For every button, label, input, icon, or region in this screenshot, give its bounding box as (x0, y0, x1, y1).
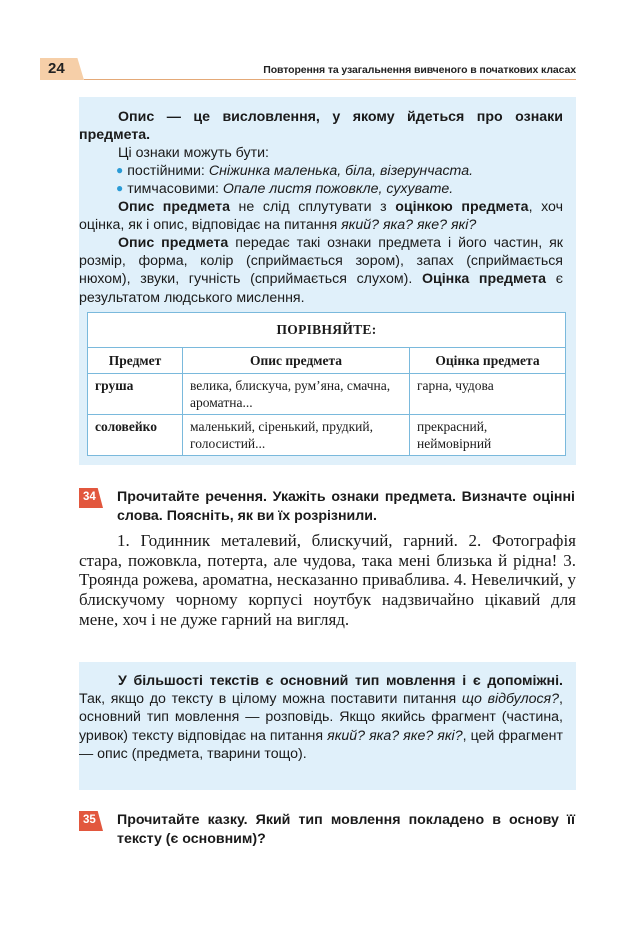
exercise-34-text: 1. Годинник металевий, блискучий, гарний. 2. Фотографія стара, пожовкла, потерта, але чудова, така мені близька й рідна! 3. Троянда рожева, ароматна, несказанно приваблива. 4. Невеличкий, у блискучому чорному корпусі ноутбук надзвичайно цікавий для мене, хоч і не дуже гарний на вигляд. (79, 531, 576, 629)
table-cell: груша (88, 374, 183, 415)
exercise-34-task: Прочитайте речення. Укажіть ознаки предмета. Визначте оцінні слова. Поясніть, як ви їх розрізнили. (117, 489, 575, 524)
table-cell: гарна, чудова (410, 374, 566, 415)
table-cell: прекрасний, неймовірний (410, 415, 566, 456)
description-features-paragraph: Опис предмета передає такі ознаки предмета і його частин, як розмір, форма, колір (сприймається зором), запах (сприймається нюхом), звуки, гучність (сприймається слухом). Оцінка предмета є результатом людського мислення. (79, 235, 563, 306)
bullet-icon: ● (116, 181, 124, 195)
compare-table (87, 312, 566, 456)
table-cell: велика, блискуча, рум’яна, смачна, ароматна... (183, 374, 410, 415)
table-cell: маленький, сіренький, прудкий, голосистий... (183, 415, 410, 456)
speech-types-paragraph: У більшості текстів є основний тип мовлення і є допоміжні. Так, якщо до тексту в цілому можна поставити питання що відбулося?, основний тип мовлення — розповідь. Якщо якийсь фрагмент (частина, уривок) тексту відповідає на питання який? яка? яке? які?, цей фрагмент — опис (предмета, тварини тощо). (79, 673, 563, 762)
compare-table-caption: ПОРІВНЯЙТЕ: (88, 313, 566, 348)
definition-paragraph: Опис — це висловлення, у якому йдеться про ознаки предмета. (79, 109, 563, 144)
bullet-item-temporary: ● тимчасовими: Опале листя пожовкле, сухувате. (116, 181, 454, 197)
table-row (88, 374, 566, 415)
page-number: 24 (48, 60, 65, 77)
exercise-35-number: 35 (83, 814, 96, 826)
bullet-item-permanent: ● постійними: Сніжинка маленька, біла, візерунчаста. (116, 163, 474, 179)
running-title: Повторення та узагальнення вивченого в початкових класах (263, 64, 576, 76)
table-header-subject: Предмет (88, 348, 183, 374)
exercise-35-task: Прочитайте казку. Який тип мовлення покладено в основу її тексту (є основним)? (117, 812, 575, 847)
table-row (88, 415, 566, 456)
may-be-paragraph: Ці ознаки можуть бути: (118, 145, 269, 161)
table-header-description: Опис предмета (183, 348, 410, 374)
exercise-34-number: 34 (83, 491, 96, 503)
table-header-evaluation: Оцінка предмета (410, 348, 566, 374)
header-divider (84, 79, 576, 80)
bullet-icon: ● (116, 163, 124, 177)
confusion-paragraph: Опис предмета не слід сплутувати з оцінкою предмета, хоч оцінка, як і опис, відповідає на питання який? яка? яке? які? (79, 199, 563, 234)
table-cell: соловейко (88, 415, 183, 456)
